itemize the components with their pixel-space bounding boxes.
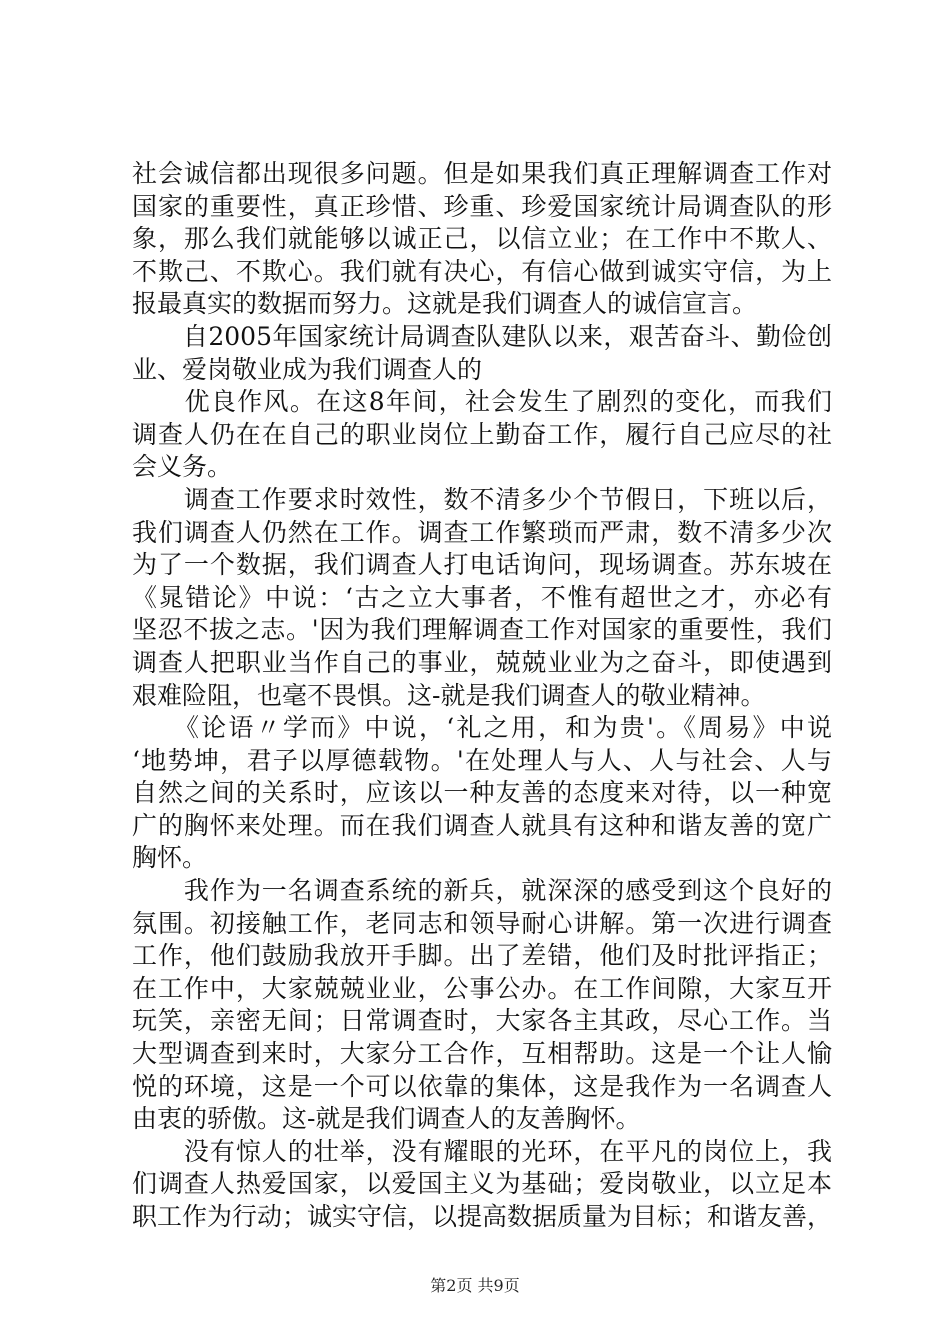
body-text	[132, 158, 832, 1234]
text-line: 国家的重要性，真正珍惜、珍重、珍爱国家统计局调查队的形	[132, 191, 832, 221]
text-line: 《晁错论》中说：‘古之立大事者，不惟有超世之才，亦必有	[132, 582, 832, 612]
text-line: 氛围。初接触工作，老同志和领导耐心讲解。第一次进行调查	[132, 908, 832, 938]
text-line: 《论语〃学而》中说，‘礼之用，和为贵'。《周易》中说	[132, 713, 832, 743]
text-line: ‘地势坤，君子以厚德载物。'在处理人与人、人与社会、人与	[132, 745, 832, 775]
text-line: 调查人把职业当作自己的事业，兢兢业业为之奋斗，即使遇到	[132, 647, 832, 677]
text-line: 们调查人热爱国家，以爱国主义为基础；爱岗敬业，以立足本	[132, 1169, 832, 1199]
text-line: 自然之间的关系时，应该以一种友善的态度来对待，以一种宽	[132, 778, 832, 808]
text-line: 大型调查到来时，大家分工合作，互相帮助。这是一个让人愉	[132, 1039, 832, 1069]
text-line: 为了一个数据，我们调查人打电话询问，现场调查。苏东坡在	[132, 550, 832, 580]
text-line: 玩笑，亲密无间；日常调查时，大家各主其政，尽心工作。当	[132, 1006, 832, 1036]
text-line: 自2005年国家统计局调查队建队以来，艰苦奋斗、勤俭创	[132, 321, 832, 351]
text-line: 社会诚信都出现很多问题。但是如果我们真正理解调查工作对	[132, 159, 832, 188]
text-line: 业、爱岗敬业成为我们调查人的	[132, 354, 483, 384]
text-line: 广的胸怀来处理。而在我们调查人就具有这种和谐友善的宽广	[132, 810, 832, 840]
text-line: 工作，他们鼓励我放开手脚。出了差错，他们及时批评指正；	[132, 941, 832, 971]
text-line: 艰难险阻，也毫不畏惧。这-就是我们调查人的敬业精神。	[132, 680, 766, 710]
text-line: 坚忍不拔之志。'因为我们理解调查工作对国家的重要性，我们	[132, 615, 832, 645]
text-line: 象，那么我们就能够以诚正己，以信立业；在工作中不欺人、	[132, 224, 832, 254]
text-line: 我作为一名调查系统的新兵，就深深的感受到这个良好的	[132, 876, 832, 906]
text-line: 在工作中，大家兢兢业业，公事公办。在工作间隙，大家互开	[132, 973, 832, 1003]
text-line: 报最真实的数据而努力。这就是我们调查人的诚信宣言。	[132, 289, 758, 319]
text-line: 我们调查人仍然在工作。调查工作繁琐而严肃，数不清多少次	[132, 517, 832, 547]
text-line: 不欺己、不欺心。我们就有决心，有信心做到诚实守信，为上	[132, 256, 832, 286]
text-line: 调查工作要求时效性，数不清多少个节假日，下班以后，	[132, 484, 832, 514]
text-line: 胸怀。	[132, 843, 208, 873]
text-line: 没有惊人的壮举，没有耀眼的光环，在平凡的岗位上，我	[132, 1136, 832, 1166]
text-line: 调查人仍在在自己的职业岗位上勤奋工作，履行自己应尽的社	[132, 419, 832, 449]
text-line: 悦的环境，这是一个可以依靠的集体，这是我作为一名调查人	[132, 1071, 832, 1101]
page-footer: 第2页 共9页	[430, 1276, 520, 1295]
text-line: 由衷的骄傲。这-就是我们调查人的友善胸怀。	[132, 1104, 641, 1134]
text-line: 优良作风。在这8年间，社会发生了剧烈的变化，而我们	[132, 387, 832, 417]
text-line: 会义务。	[132, 452, 233, 482]
text-line: 职工作为行动；诚实守信，以提高数据质量为目标；和谐友善，	[132, 1202, 833, 1231]
